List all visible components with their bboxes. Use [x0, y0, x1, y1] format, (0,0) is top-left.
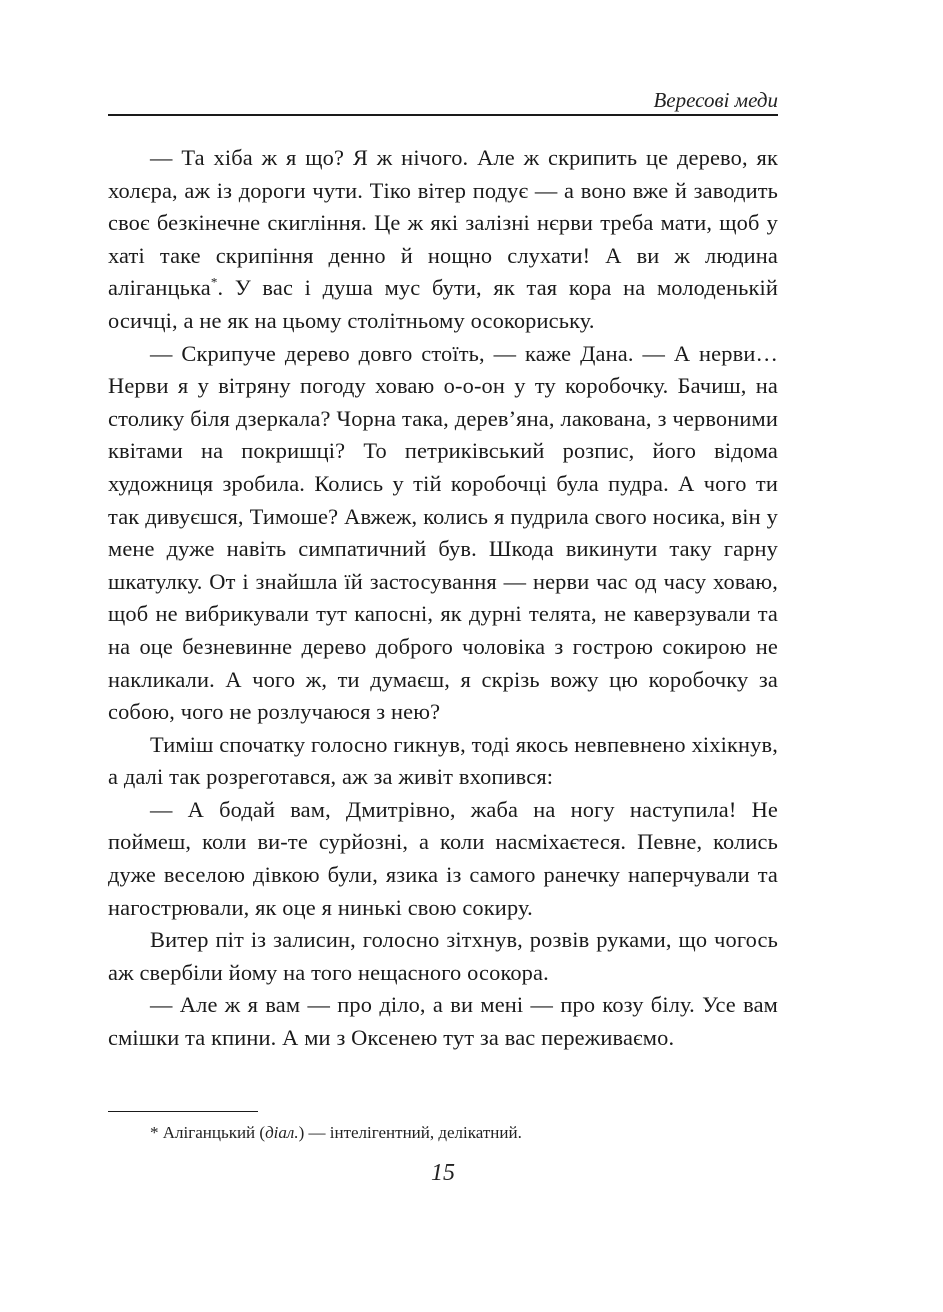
paragraph: Тиміш спочатку голосно гикнув, тоді якось невпевнено хіхікнув, а далі так розреготався, аж за живіт вхопився:	[108, 731, 778, 790]
paragraph: — Скрипуче дерево довго стоїть, — каже Дана. — А нерви… Нерви я у вітряну погоду ховаю о-о-он у ту коробочку. Бачиш, на столику біля дзеркала? Чорна така, дерев’яна, лакована, з червоними квітами на покришці? То петриківський розпис, його відома художниця зробила. Колись у тій коробочці була пудра. А чого ти так дивуєшся, Тимоше? Авжеж, колись я пудрила свого носика, він у мене дуже навіть симпатичний був. Шкода викинути таку гарну шкатулку. От і знайшла їй застосування — нерви час од часу ховаю, щоб не вибрикували тут капосні, як дурні телята, не каверзували та на оце безневинне дерево доброго чоловіка з гострою сокирою не накликали. А чого ж, ти думаєш, я скрізь вожу цю коробочку за собою, чого не розлучаюся з нею?	[108, 340, 778, 725]
paragraph: — Але ж я вам — про діло, а ви мені — про козу білу. Усе вам смішки та кпини. А ми з Оксенею тут за вас переживаємо.	[108, 992, 778, 1051]
footnote-mark: *	[150, 1123, 159, 1142]
paragraph-text: — Та хіба ж я що? Я ж нічого. Але ж скрипить це дерево, як холєра, аж із дороги чути. Тіко вітер подує — а воно вже й заводить своє безкінечне скигління. Це ж які залізні нєрви треба мати, щоб у хаті таке скрипіння денно й нощно слухати! А ви ж людина аліганцька	[108, 145, 778, 301]
footnote-label: діал.	[265, 1123, 299, 1142]
footnote: * Аліганцький (діал.) — інтелігентний, делікатний.	[150, 1123, 522, 1142]
paragraph: — А бодай вам, Дмитрівно, жаба на ногу наступила! Не поймеш, коли ви-те сурйозні, а коли насміхаєтеся. Певне, колись дуже веселою дівкою були, язика із самого ранечку наперчували та нагострювали, як оце я нинькі свою сокиру.	[108, 796, 778, 920]
paragraph: Витер піт із залисин, голосно зітхнув, розвів руками, що чогось аж свербіли йому на того нещасного осокора.	[108, 927, 778, 985]
main-text	[108, 142, 778, 1055]
paragraph	[108, 142, 778, 338]
paragraph-text: . У вас і душа мус бути, як тая кора на молоденькій осичці, а не як на цьому столітньому осокориську.	[108, 275, 778, 333]
footnote-reference[interactable]: *	[210, 274, 218, 290]
footnote-term: Аліганцький	[162, 1123, 256, 1142]
footnote-rule	[108, 1111, 258, 1112]
running-head: Вересові меди	[653, 88, 778, 112]
footnote-definition: — інтелігентний, делікатний.	[308, 1123, 522, 1142]
page-number: 15	[431, 1160, 455, 1186]
header-rule	[108, 114, 778, 116]
